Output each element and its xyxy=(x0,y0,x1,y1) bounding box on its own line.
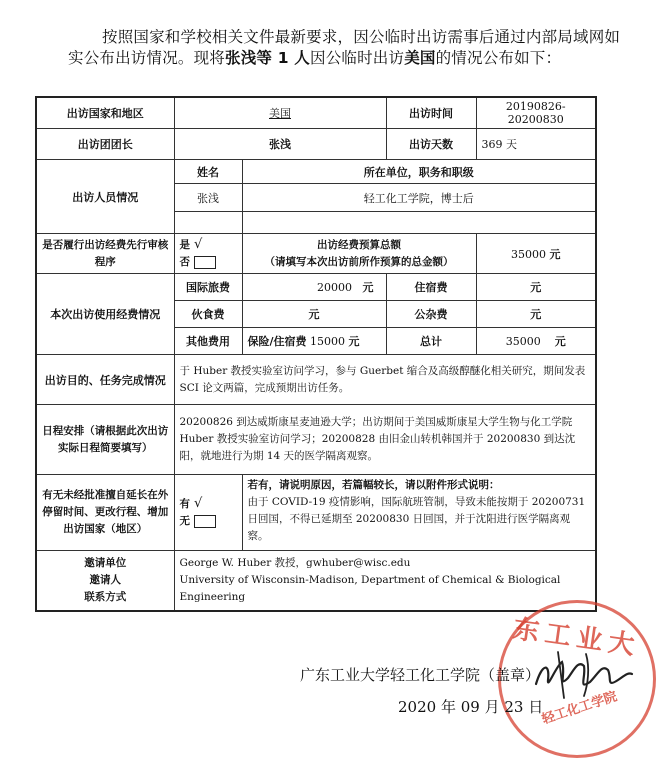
row-approval xyxy=(36,234,596,274)
stamp-bottom-text: 轻工化工学院 xyxy=(540,689,620,728)
member-empty-name xyxy=(174,212,242,234)
country-label: 出访国家和地区 xyxy=(36,97,174,129)
schedule-text: 20200826 到达威斯康星麦迪逊大学；出访期间于美国威斯康星大学生物与化工学院 Huber 教授实验室访问学习；20200828 由旧金山转机韩国并于 20200830 到达沈阳，就地进行为期 14 天的医学隔离观察。 xyxy=(174,405,596,475)
no-checkbox-icon xyxy=(194,256,216,269)
yes-label: 是 xyxy=(179,239,190,251)
inviter-line2: University of Wisconsin-Madison, Department of Chemical & Biological Engineering xyxy=(179,573,561,603)
stamp-top-text: 东工业大 xyxy=(511,614,643,662)
lodging-label: 住宿费 xyxy=(386,274,476,301)
intro-name: 张浅等 1 人 xyxy=(225,49,310,67)
other-unit: 元 xyxy=(348,335,360,348)
inviter-label-contact: 联系方式 xyxy=(84,590,127,603)
approval-no xyxy=(180,254,237,271)
country-value: 美国 xyxy=(174,97,386,129)
row-extension xyxy=(36,475,596,551)
row-leader xyxy=(36,129,596,160)
misc-unit: 元 xyxy=(476,301,596,328)
extension-yes xyxy=(180,495,237,513)
members-header-name: 姓名 xyxy=(174,160,242,184)
budget-label-line1: 出访经费预算总额 xyxy=(317,238,401,251)
intl-travel-unit: 元 xyxy=(362,281,374,294)
expense-label: 本次出访使用经费情况 xyxy=(36,274,174,355)
extension-note-text: 由于 COVID-19 疫情影响，国际航班管制，导致未能按期于 20200731 日回国，不得已延期至 20200830 日回国，并于沈阳进行医学隔离观察。 xyxy=(247,496,586,542)
total-value: 35000 xyxy=(505,335,541,348)
extension-note-title: 若有，请说明原因，若篇幅较长，请以附件形式说明： xyxy=(247,479,500,491)
budget-value: 35000 xyxy=(511,247,546,261)
approval-yes xyxy=(180,236,237,254)
row-members-header xyxy=(36,160,596,184)
meals-unit: 元 xyxy=(242,301,386,328)
none-checkbox-icon xyxy=(194,515,216,528)
budget-unit: 元 xyxy=(549,247,561,261)
days-label: 出访天数 xyxy=(386,129,476,160)
no-label: 否 xyxy=(179,256,190,268)
member-name: 张浅 xyxy=(174,184,242,212)
intl-travel-value: 20000 xyxy=(317,281,352,294)
misc-label: 公杂费 xyxy=(386,301,476,328)
budget-value-cell xyxy=(476,234,596,274)
extension-label: 有无未经批准擅自延长在外停留时间、更改行程、增加出访国家（地区） xyxy=(36,475,174,551)
signoff-date: 2020 年 09 月 23 日 xyxy=(398,698,544,716)
days-value: 369 天 xyxy=(476,129,596,160)
purpose-text: 于 Huber 教授实验室访问学习，参与 Guerbet 缩合及高级醇醚化相关研究，期间发表 SCI 论文两篇，完成预期出访任务。 xyxy=(174,355,596,405)
total-cell xyxy=(476,328,596,355)
row-schedule xyxy=(36,405,596,475)
members-header-unit: 所在单位，职务和职级 xyxy=(242,160,596,184)
lodging-unit: 元 xyxy=(476,274,596,301)
members-label: 出访人员情况 xyxy=(36,160,174,234)
meals-label: 伙食费 xyxy=(174,301,242,328)
intro-text-2: 因公临时出访 xyxy=(310,49,405,67)
intro-country: 美国 xyxy=(404,49,436,67)
inviter-label-unit: 邀请单位 xyxy=(84,556,127,569)
budget-label-line2: （请填写本次出访前所作预算的总金额） xyxy=(264,255,454,268)
inviter-label-person: 邀请人 xyxy=(89,573,121,586)
signoff-unit: 广东工业大学轻工化工学院（盖章） xyxy=(300,666,541,684)
inviter-line1: George W. Huber 教授，gwhuber@wisc.edu xyxy=(179,556,411,569)
total-label: 总计 xyxy=(386,328,476,355)
approval-choice xyxy=(174,234,242,274)
row-purpose xyxy=(36,355,596,405)
has-check-icon: √ xyxy=(194,496,203,511)
intro-paragraph xyxy=(68,27,628,69)
row-expense-1 xyxy=(36,274,596,301)
leader-value: 张浅 xyxy=(174,129,386,160)
yes-check-icon: √ xyxy=(194,237,203,252)
leader-label: 出访团团长 xyxy=(36,129,174,160)
other-label: 其他费用 xyxy=(174,328,242,355)
member-empty-unit xyxy=(242,212,596,234)
row-country xyxy=(36,97,596,129)
none-label: 无 xyxy=(179,515,190,527)
intro-text-3: 的情况公布如下： xyxy=(435,49,562,67)
extension-note xyxy=(242,475,596,551)
budget-label xyxy=(242,234,476,274)
time-value: 20190826-20200830 xyxy=(476,97,596,129)
travel-report-table xyxy=(35,96,597,612)
schedule-label: 日程安排（请根据此次出访实际日程简要填写） xyxy=(36,405,174,475)
row-inviter xyxy=(36,551,596,611)
handwritten-signature xyxy=(528,644,638,704)
extension-choice xyxy=(174,475,242,551)
other-cell xyxy=(242,328,386,355)
other-value: 15000 xyxy=(310,335,346,348)
time-label: 出访时间 xyxy=(386,97,476,129)
total-unit: 元 xyxy=(554,335,566,348)
extension-no xyxy=(180,513,237,530)
approval-label: 是否履行出访经费先行审核程序 xyxy=(36,234,174,274)
intl-travel-label: 国际旅费 xyxy=(174,274,242,301)
member-unit: 轻工化工学院，博士后 xyxy=(242,184,596,212)
inviter-label xyxy=(36,551,174,611)
has-label: 有 xyxy=(179,498,190,510)
inviter-info xyxy=(174,551,596,611)
intl-travel-cell xyxy=(242,274,386,301)
other-detail: 保险/住宿费 xyxy=(247,335,307,348)
intro-text-1: 按照国家和学校相关文件最新要求，因公临时出访需事后通过内部局域网如实公布出访情况。现将 xyxy=(68,28,621,67)
purpose-label: 出访目的、任务完成情况 xyxy=(36,355,174,405)
